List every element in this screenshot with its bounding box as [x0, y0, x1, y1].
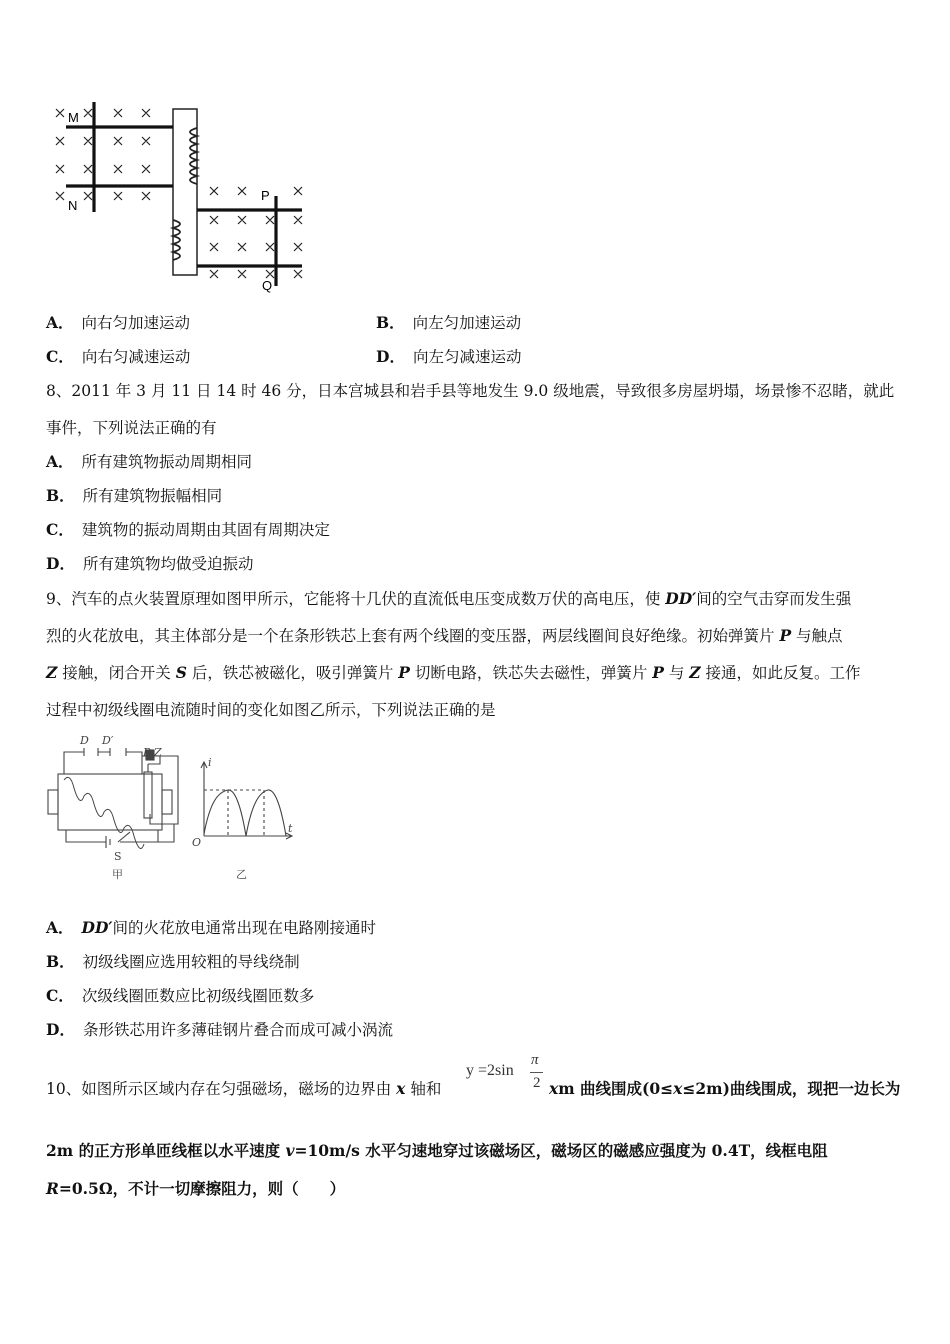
symbol-p: P	[652, 663, 664, 682]
text: 10、如图所示区域内存在匀强磁场，磁场的边界由	[46, 1080, 397, 1098]
option-label: D．	[46, 1020, 75, 1039]
label-o: O	[192, 836, 202, 849]
option-text: 间的火花放电通常出现在电路刚接通时	[112, 919, 377, 937]
q10-stem-line2	[46, 1139, 828, 1161]
formula-y-2sin: y =2sin	[466, 1062, 514, 1079]
q9-stem-line2	[46, 624, 843, 646]
option-text: 所有建筑物均做受迫振动	[82, 555, 254, 573]
q7-option-d[interactable]	[376, 345, 521, 367]
text: 与	[663, 664, 690, 682]
q9-option-b[interactable]	[46, 950, 300, 972]
label-yi: 乙	[236, 868, 247, 881]
label-i: i	[208, 756, 212, 769]
option-label: B．	[46, 486, 75, 505]
option-text: 条形铁芯用许多薄硅钢片叠合而成可减小涡流	[82, 1021, 393, 1039]
option-label: B．	[46, 952, 75, 971]
label-q: Q	[262, 278, 273, 293]
label-p: P	[261, 188, 270, 203]
q8-option-a[interactable]	[46, 450, 252, 472]
text: 轴和	[405, 1080, 442, 1098]
label-t: t	[288, 822, 293, 835]
symbol-dd: DD′	[665, 589, 697, 608]
q9-option-c[interactable]	[46, 984, 314, 1006]
q10-stem-line1-part1	[46, 1077, 441, 1099]
q8-option-d[interactable]	[46, 552, 253, 574]
q7-circuit-figure	[48, 100, 318, 300]
q7-option-a[interactable]	[46, 311, 190, 333]
symbol-z: Z	[46, 663, 58, 682]
q9-stem-line3	[46, 661, 861, 683]
option-label: C．	[46, 986, 74, 1005]
q10-stem-line1-part2	[549, 1077, 900, 1099]
option-text: 初级线圈应选用较粗的导线绕制	[82, 953, 300, 971]
symbol-z: Z	[689, 663, 701, 682]
option-label: A．	[46, 918, 74, 937]
option-label: B．	[376, 313, 405, 332]
text: 与触点	[791, 627, 843, 645]
option-label: D．	[376, 347, 405, 366]
option-label: D．	[46, 554, 75, 573]
text: =10m/s 水平匀速地穿过该磁场区，磁场区的磁感应强度为 0.4T，线框电阻	[294, 1141, 828, 1160]
symbol-v: v	[285, 1141, 295, 1160]
option-label: C．	[46, 347, 74, 366]
text: 9、汽车的点火装置原理如图甲所示，它能将十几伏的直流低电压变成数万伏的高电压，使	[46, 590, 666, 608]
label-p: P	[143, 746, 151, 759]
q9-stem-line4: 过程中初级线圈电流随时间的变化如图乙所示，下列说法正确的是	[46, 701, 496, 719]
option-text: 向右匀减速运动	[81, 348, 191, 366]
option-text: 所有建筑物振动周期相同	[81, 453, 253, 471]
magnetic-field-crosses-right	[210, 187, 302, 278]
q7-option-b[interactable]	[376, 311, 521, 333]
q8-option-c[interactable]	[46, 518, 330, 540]
label-d-prime: D′	[102, 734, 114, 747]
label-z: Z	[154, 746, 162, 759]
text: 间的空气击穿而发生强	[696, 590, 852, 608]
text: 后，铁芯被磁化，吸引弹簧片	[186, 664, 399, 682]
text: 接触，闭合开关	[57, 664, 176, 682]
text: 烈的火花放电，其主体部分是一个在条形铁芯上套有两个线圈的变压器，两层线圈间良好绝缘。初始弹簧片	[46, 627, 780, 645]
option-text: 建筑物的振动周期由其固有周期决定	[81, 521, 330, 539]
symbol-x: x	[549, 1079, 559, 1098]
q8-stem-line1: 8、2011 年 3 月 11 日 14 时 46 分，日本宫城县和岩手县等地发生 9.0 级地震，导致很多房屋坍塌，场景惨不忍睹，就此	[46, 382, 895, 400]
text: =0.5Ω，不计一切摩擦阻力，则（ ）	[58, 1179, 346, 1198]
option-text: 向右匀加速运动	[81, 314, 191, 332]
text: m 曲线围成(0≤	[558, 1079, 674, 1098]
symbol-dd: DD′	[81, 918, 113, 937]
q9-option-d[interactable]	[46, 1018, 393, 1040]
symbol-x: x	[673, 1079, 683, 1098]
label-n: N	[68, 198, 78, 213]
label-m: M	[68, 110, 79, 125]
symbol-x: x	[396, 1079, 406, 1098]
text: 切断电路，铁芯失去磁性，弹簧片	[409, 664, 653, 682]
q10-stem-line3	[46, 1177, 345, 1199]
option-label: A．	[46, 313, 74, 332]
text: ≤2m)曲线围成，现把一边长为	[682, 1079, 901, 1098]
label-d: D	[80, 734, 89, 747]
option-text: 向左匀加速运动	[412, 314, 522, 332]
symbol-p: P	[779, 626, 792, 645]
option-text: 次级线圈匝数应比初级线圈匝数多	[81, 987, 315, 1005]
formula-2: 2	[533, 1075, 541, 1091]
formula-fraction-bar	[530, 1072, 543, 1073]
option-text: 所有建筑物振幅相同	[82, 487, 223, 505]
symbol-s: S	[175, 663, 187, 682]
symbol-p: P	[398, 663, 410, 682]
text: 2m 的正方形单匝线框以水平速度	[46, 1141, 286, 1160]
option-text: 向左匀减速运动	[412, 348, 522, 366]
option-label: C．	[46, 520, 74, 539]
text: 接通，如此反复。工作	[700, 664, 861, 682]
q9-ignition-figure	[46, 732, 306, 882]
option-label: A．	[46, 452, 74, 471]
label-jia: 甲	[112, 868, 123, 881]
q8-stem-line2: 事件，下列说法正确的有	[46, 419, 217, 437]
label-s: S	[114, 850, 122, 863]
q9-option-a[interactable]	[46, 916, 376, 938]
q9-stem-line1	[46, 587, 851, 609]
formula-pi: π	[531, 1052, 539, 1068]
q8-option-b[interactable]	[46, 484, 222, 506]
symbol-r: R	[46, 1179, 59, 1198]
q7-option-c[interactable]	[46, 345, 190, 367]
